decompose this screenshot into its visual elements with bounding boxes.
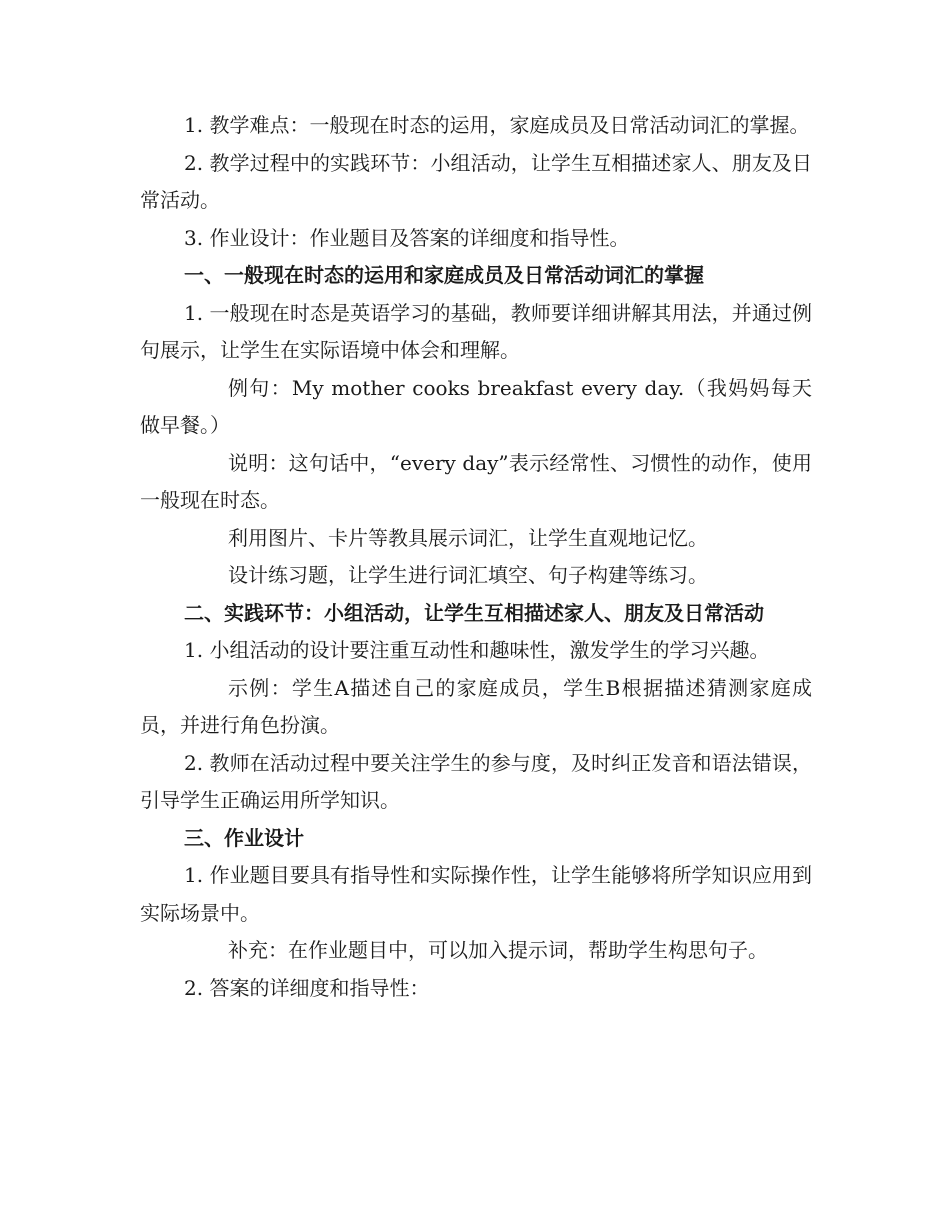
paragraph-practice: 2. 教学过程中的实践环节：小组活动，让学生互相描述家人、朋友及日常活动。 [140, 150, 812, 212]
paragraph-answer-detail: 2. 答案的详细度和指导性： [184, 975, 430, 1000]
paragraph-teacher-attention: 2. 教师在活动过程中要关注学生的参与度，及时纠正发音和语法错误，引导学生正确运用所学知识。 [140, 750, 812, 812]
paragraph-explanation: 说明：这句话中，“every day”表示经常性、习惯性的动作，使用一般现在时态。 [140, 450, 812, 512]
document-body [140, 107, 812, 1007]
paragraph-difficulty: 1. 教学难点：一般现在时态的运用，家庭成员及日常活动词汇的掌握。 [184, 113, 810, 137]
section-heading-2: 二、实践环节：小组活动，让学生互相描述家人、朋友及日常活动 [184, 600, 764, 625]
paragraph-tense-basics: 1. 一般现在时态是英语学习的基础，教师要详细讲解其用法，并通过例句展示，让学生在实际语境中体会和理解。 [140, 300, 812, 362]
paragraph-group-example: 示例：学生A描述自己的家庭成员，学生B根据描述猜测家庭成员，并进行角色扮演。 [140, 675, 812, 737]
paragraph-exercises: 设计练习题，让学生进行词汇填空、句子构建等练习。 [228, 563, 708, 587]
paragraph-visual-aids: 利用图片、卡片等教具展示词汇，让学生直观地记忆。 [228, 525, 708, 550]
paragraph-homework: 3. 作业设计：作业题目及答案的详细度和指导性。 [184, 225, 630, 250]
paragraph-homework-design: 1. 作业题目要具有指导性和实际操作性，让学生能够将所学知识应用到实际场景中。 [140, 863, 812, 925]
paragraph-group-design: 1. 小组活动的设计要注重互动性和趣味性，激发学生的学习兴趣。 [184, 638, 770, 662]
section-heading-1: 一、一般现在时态的运用和家庭成员及日常活动词汇的掌握 [184, 263, 704, 287]
paragraph-supplement: 补充：在作业题目中，可以加入提示词，帮助学生构思句子。 [228, 938, 768, 962]
section-heading-3: 三、作业设计 [184, 825, 304, 850]
paragraph-example-sentence: 例句：My mother cooks breakfast every day.（我妈妈每天做早餐。） [140, 375, 812, 437]
